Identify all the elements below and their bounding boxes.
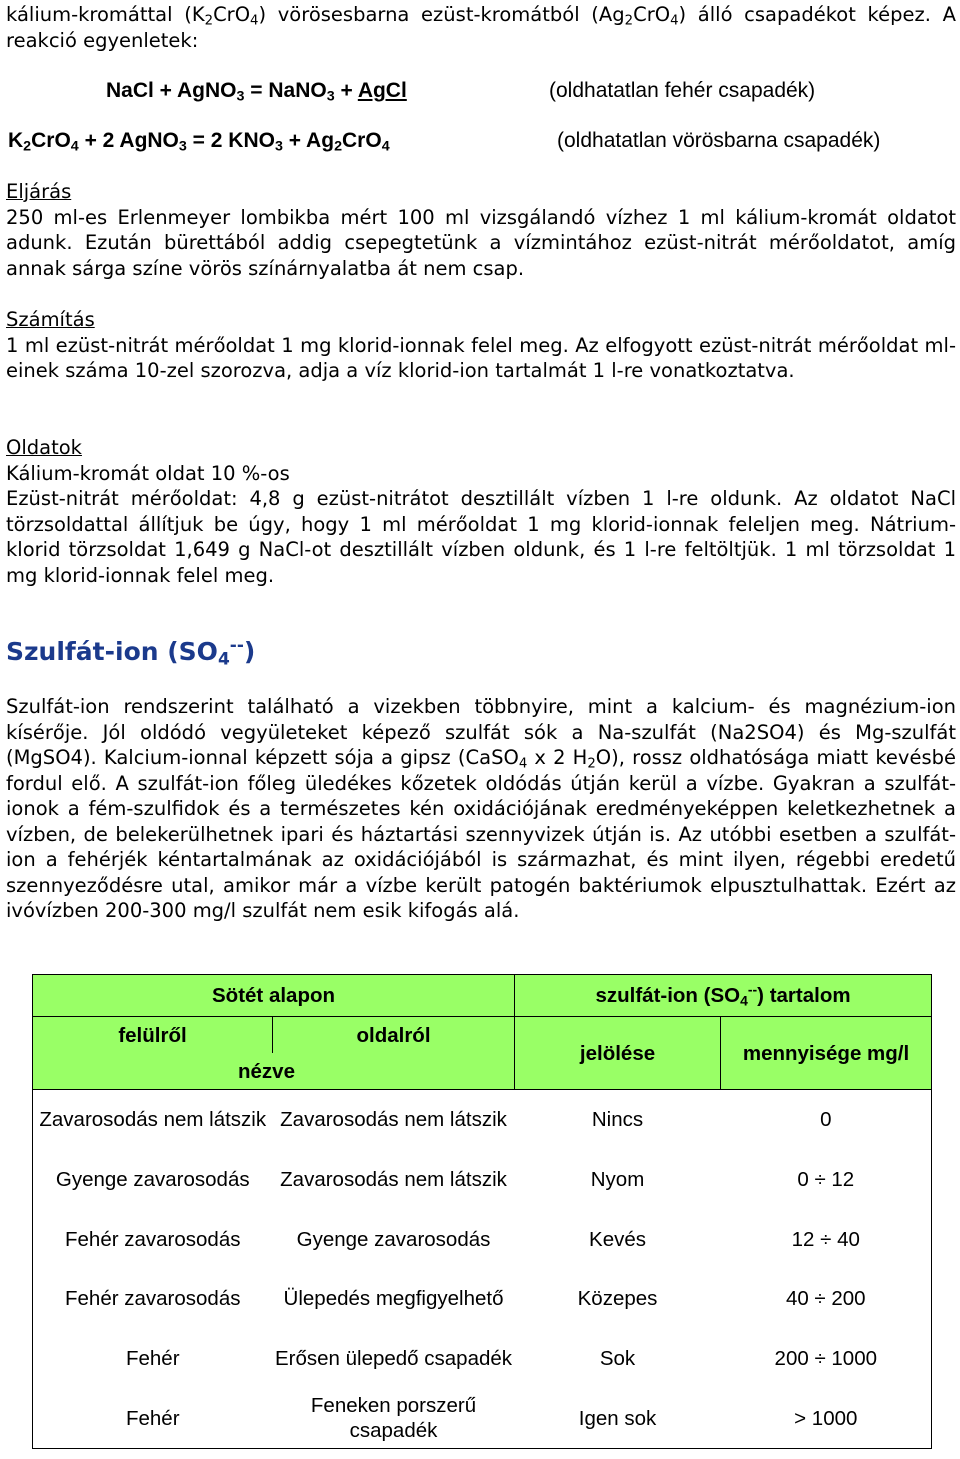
- section-szamitas: Számítás 1 ml ezüst-nitrát mérőoldat 1 mg klorid-ionnak felel meg. Az elfogyott ezüst-nitrát mérőoldat ml-einek száma 10-zel szorozva, adja a víz klorid-ion tartalmát 1 l-re vonatkoztatva.: [6, 308, 956, 382]
- table-header-oldalrol: oldalról: [273, 1017, 515, 1054]
- section-oldatok: Oldatok Kálium-kromát oldat 10 %-os Ezüst-nitrát mérőoldat: 4,8 g ezüst-nitrátot desztillált vízben 1 l-re oldunk. Az oldatot NaCl törzsoldattal állítjuk be úgy, hogy 1 ml mérőoldat 1 mg klorid-ionnak feleljen meg. Nátrium-klorid törzsoldat 1,649 g NaCl-ot desztillált vízben oldunk, és 1 l-re feltöltjük. 1 ml törzsoldat 1 mg klorid-ionnak felel meg.: [6, 436, 956, 587]
- table-header-felulrol: felülről: [33, 1017, 273, 1054]
- table-cell: 0: [721, 1090, 932, 1150]
- sulfate-paragraph: Szulfát-ion rendszerint található a vizekben többnyire, mint a kalcium- és magnézium-ion kísérője. Jól oldódó vegyületeket képező szulfát sók a Na-szulfát (Na2SO4) és Mg-szulfát (MgSO4). Kalcium-ionnal képzett sója a gipsz (CaSO$_4$ x 2 $H_2O$), rossz oldhatósága miatt kevésbé fordul elő. A szulfát-ion főleg üledékes kőzetek oldódás útján kerül a vízbe. Gyakran a szulfát-ionok a fém-szulfidok és a természetes kén oxidációjának eredményeképpen keletkezhetnek a vízben, de belekerülhetnek ipari és háztartási szennyvizek útján is. Az utóbbi esetben a szulfát-ion a fehérjék kéntartalmának az oxidációjából is származhat, és mint ilyen, régebbi eredetű szennyeződésre utal, amikor már a vízbe került patogén baktériumok elpusztulhattak. Ezért az ivóvízben 200-300 mg/l szulfát nem esik kifogás alá.: [6, 695, 956, 922]
- table-cell: Sok: [599, 1347, 636, 1371]
- table-cell: Zavarosodás nem látszik: [33, 1090, 273, 1150]
- table-header-nezve: nézve: [33, 1053, 515, 1090]
- equation-1-note: (oldhatatlan fehér csapadék): [549, 79, 816, 102]
- table-cell: Közepes: [577, 1287, 658, 1311]
- sulfate-heading: Szulfát-ion $(SO_4^{--})$: [6, 635, 256, 670]
- table-cell: Igen sok: [515, 1388, 721, 1448]
- table-cell: 40 ÷ 200: [721, 1269, 932, 1329]
- table-cell: Ülepedés megfigyelhető: [283, 1287, 504, 1311]
- section-heading: Oldatok: [6, 436, 82, 459]
- section-eljaras: Eljárás 250 ml-es Erlenmeyer lombikba mért 100 ml vizsgálandó vízhez 1 ml kálium-kromát oldatot adunk. Ezután bürettából addig csepegtetünk a vízmintához ezüst-nitrát mérőoldatot, amíg annak sárga színe vörös színárnyalatba át nem csap.: [6, 180, 956, 280]
- table-cell: Erősen ülepedő csapadék: [274, 1347, 513, 1371]
- table-cell: Zavarosodás nem látszik: [280, 1168, 507, 1192]
- equation-2-note: (oldhatatlan vörösbarna csapadék): [557, 129, 881, 152]
- table-cell: 0 ÷ 12: [721, 1150, 932, 1210]
- table-cell: Nincs: [591, 1108, 644, 1132]
- table-cell: 12 ÷ 40: [721, 1209, 932, 1269]
- section-heading: Eljárás: [6, 180, 72, 203]
- table-cell: Gyenge zavarosodás: [33, 1150, 273, 1210]
- table-cell: Feneken porszerű csapadék: [273, 1388, 515, 1448]
- equation-2: $K_2CrO_4 + 2$ AgNO$_3$ = 2 $KNO_3 + Ag_2CrO_4$: [8, 129, 390, 155]
- table-cell: Kevés: [589, 1227, 646, 1251]
- table-cell: Fehér zavarosodás: [33, 1269, 273, 1329]
- table-header-sulfate: szulfát-ion $(SO_4^{--})$ tartalom: [515, 975, 932, 1017]
- sulfate-table: [32, 974, 932, 1449]
- section-heading: Számítás: [6, 308, 95, 331]
- equation-1: NaCl + AgNO$_3$ = NaNO$_3$ + AgCl: [106, 79, 407, 105]
- table-header-jelolese: jelölése: [515, 1017, 721, 1090]
- table-cell: Gyenge zavarosodás: [296, 1227, 491, 1251]
- table-cell: 200 ÷ 1000: [721, 1329, 932, 1389]
- table-cell: Zavarosodás nem látszik: [280, 1108, 507, 1132]
- table-cell: Fehér zavarosodás: [33, 1209, 273, 1269]
- table-header-mennyisege: mennyisége mg/l: [721, 1017, 932, 1090]
- table-cell: Nyom: [590, 1168, 645, 1192]
- intro-paragraph: kálium-kromáttal $(K_2CrO_4)$ vörösesbarna ezüst-kromátból $(Ag_2CrO_4)$ álló csapadékot képez. A reakció egyenletek:: [6, 3, 956, 52]
- table-cell: Fehér: [33, 1388, 273, 1448]
- table-header-dark-bg: Sötét alapon: [33, 975, 515, 1017]
- table-cell: > 1000: [721, 1388, 932, 1448]
- table-cell: Fehér: [33, 1329, 273, 1389]
